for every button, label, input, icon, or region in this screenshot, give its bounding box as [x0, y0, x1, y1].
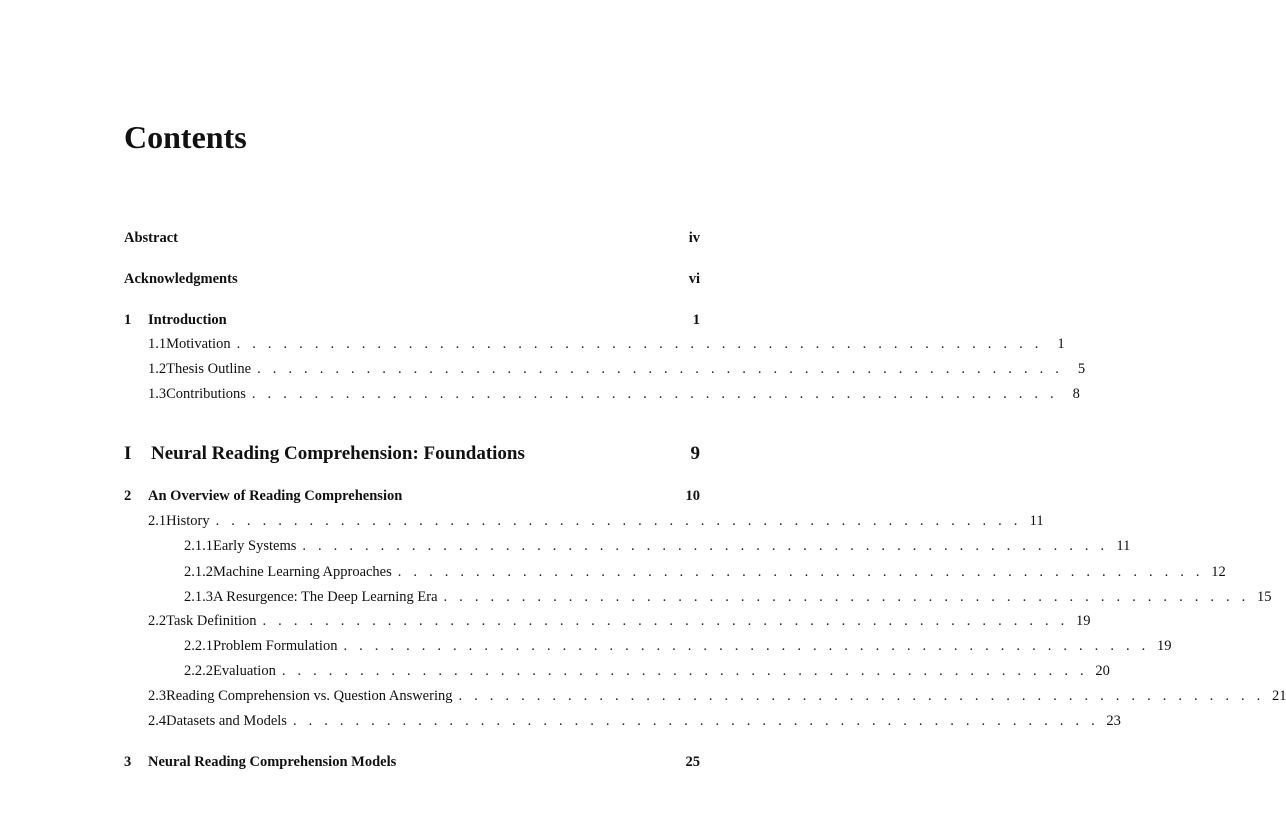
dot-leader: . . . . . . . . . . . . . . . . . . . . . . . . . . . . . . . . . . . . . . . . . . . . . . . . . . . . — [343, 638, 1150, 654]
toc-subsection-number: 2.2.2 — [184, 663, 213, 679]
toc-section-title: Contributions — [166, 386, 246, 402]
toc-chapter-3[interactable] — [124, 752, 700, 772]
toc-subsection-2-2-2[interactable] — [184, 661, 1110, 681]
toc-chapter-number: 1 — [124, 312, 132, 328]
toc-part-page: 9 — [690, 443, 700, 464]
toc-subsection-page: 15 — [1257, 589, 1272, 605]
toc-subsection-title: Problem Formulation — [213, 638, 338, 654]
toc-subsection-page: 12 — [1211, 564, 1226, 580]
toc-section-number: 2.4 — [148, 713, 167, 729]
toc-chapter-number: 2 — [124, 488, 132, 504]
toc-section-page: 23 — [1106, 713, 1121, 729]
toc-chapter-page: 25 — [685, 754, 700, 770]
dot-leader: . . . . . . . . . . . . . . . . . . . . . . . . . . . . . . . . . . . . . . . . . . . . . . . . . . . . — [236, 336, 1043, 352]
dot-leader: . . . . . . . . . . . . . . . . . . . . . . . . . . . . . . . . . . . . . . . . . . . . . . . . . . . . — [302, 538, 1109, 554]
toc-section-2-3[interactable] — [148, 686, 1286, 706]
toc-section-title: Datasets and Models — [166, 713, 287, 729]
toc-section-number: 1.2 — [148, 361, 167, 377]
toc-chapter-2[interactable] — [124, 486, 700, 506]
toc-subsection-2-1-2[interactable] — [184, 562, 1226, 582]
toc-entry-page: vi — [688, 271, 700, 287]
toc-subsection-number: 2.1.3 — [184, 589, 213, 605]
toc-subsection-title: Evaluation — [213, 663, 276, 679]
toc-part-title: Neural Reading Comprehension: Foundations — [151, 443, 525, 464]
toc-section-2-2[interactable] — [148, 611, 1091, 631]
toc-subsection-title: A Resurgence: The Deep Learning Era — [213, 589, 438, 605]
toc-entry-abstract[interactable] — [124, 228, 700, 248]
toc-entry-page: iv — [688, 230, 700, 246]
toc-subsection-number: 2.2.1 — [184, 638, 213, 654]
toc-section-2-1[interactable] — [148, 511, 1044, 531]
toc-section-page: 11 — [1029, 513, 1044, 529]
toc-subsection-page: 19 — [1156, 638, 1172, 654]
toc-section-page: 21 — [1271, 688, 1286, 704]
toc-section-number: 1.3 — [148, 386, 167, 402]
dot-leader: . . . . . . . . . . . . . . . . . . . . . . . . . . . . . . . . . . . . . . . . . . . . . . . . . . . . — [397, 564, 1204, 580]
toc-section-2-4[interactable] — [148, 711, 1121, 731]
dot-leader: . . . . . . . . . . . . . . . . . . . . . . . . . . . . . . . . . . . . . . . . . . . . . . . . . . . . — [443, 589, 1250, 605]
toc-chapter-title: An Overview of Reading Comprehension — [148, 488, 403, 504]
toc-section-page: 5 — [1077, 361, 1086, 377]
toc-chapter-page: 10 — [685, 488, 700, 504]
toc-section-1-1[interactable] — [148, 334, 1065, 354]
toc-section-title: Task Definition — [166, 613, 257, 629]
toc-section-page: 1 — [1057, 336, 1065, 352]
toc-subsection-title: Machine Learning Approaches — [213, 564, 392, 580]
toc-subsection-title: Early Systems — [213, 538, 297, 554]
toc-section-number: 2.1 — [148, 513, 167, 529]
toc-part-1[interactable] — [124, 441, 700, 467]
toc-chapter-page: 1 — [692, 312, 700, 328]
dot-leader: . . . . . . . . . . . . . . . . . . . . . . . . . . . . . . . . . . . . . . . . . . . . . . . . . . . . — [458, 688, 1265, 704]
dot-leader: . . . . . . . . . . . . . . . . . . . . . . . . . . . . . . . . . . . . . . . . . . . . . . . . . . . . — [281, 663, 1088, 679]
toc-chapter-title: Introduction — [148, 312, 227, 328]
dot-leader: . . . . . . . . . . . . . . . . . . . . . . . . . . . . . . . . . . . . . . . . . . . . . . . . . . . . — [292, 713, 1099, 729]
toc-subsection-2-2-1[interactable] — [184, 636, 1172, 656]
toc-entry-acknowledgments[interactable] — [124, 269, 700, 289]
toc-subsection-2-1-3[interactable] — [184, 587, 1272, 607]
dot-leader: . . . . . . . . . . . . . . . . . . . . . . . . . . . . . . . . . . . . . . . . . . . . . . . . . . . . — [262, 613, 1069, 629]
toc-section-1-2[interactable] — [148, 359, 1086, 379]
toc-subsection-2-1-1[interactable] — [184, 536, 1131, 556]
dot-leader: . . . . . . . . . . . . . . . . . . . . . . . . . . . . . . . . . . . . . . . . . . . . . . . . . . . . — [251, 386, 1058, 402]
toc-chapter-title: Neural Reading Comprehension Models — [148, 754, 397, 770]
toc-section-number: 2.3 — [148, 688, 167, 704]
dot-leader: . . . . . . . . . . . . . . . . . . . . . . . . . . . . . . . . . . . . . . . . . . . . . . . . . . . . — [215, 513, 1022, 529]
toc-section-page: 8 — [1072, 386, 1080, 402]
toc-chapter-number: 3 — [124, 754, 132, 770]
toc-entry-title: Abstract — [124, 230, 178, 246]
page-title: Contents — [124, 119, 247, 155]
toc-section-number: 1.1 — [148, 336, 167, 352]
toc-section-title: Thesis Outline — [166, 361, 252, 377]
toc-entry-title: Acknowledgments — [124, 271, 238, 287]
toc-subsection-number: 2.1.2 — [184, 564, 213, 580]
dot-leader: . . . . . . . . . . . . . . . . . . . . . . . . . . . . . . . . . . . . . . . . . . . . . . . . . . . . — [257, 361, 1064, 377]
toc-section-title: Reading Comprehension vs. Question Answering — [166, 688, 453, 704]
toc-section-page: 19 — [1076, 613, 1091, 629]
toc-part-number: I — [124, 443, 132, 464]
toc-section-1-3[interactable] — [148, 384, 1080, 404]
toc-section-number: 2.2 — [148, 613, 167, 629]
toc-chapter-1[interactable] — [124, 310, 700, 330]
toc-section-title: Motivation — [166, 336, 231, 352]
toc-subsection-page: 20 — [1095, 663, 1110, 679]
toc-section-title: History — [166, 513, 210, 529]
toc-subsection-page: 11 — [1116, 538, 1131, 554]
toc-subsection-number: 2.1.1 — [184, 538, 213, 554]
